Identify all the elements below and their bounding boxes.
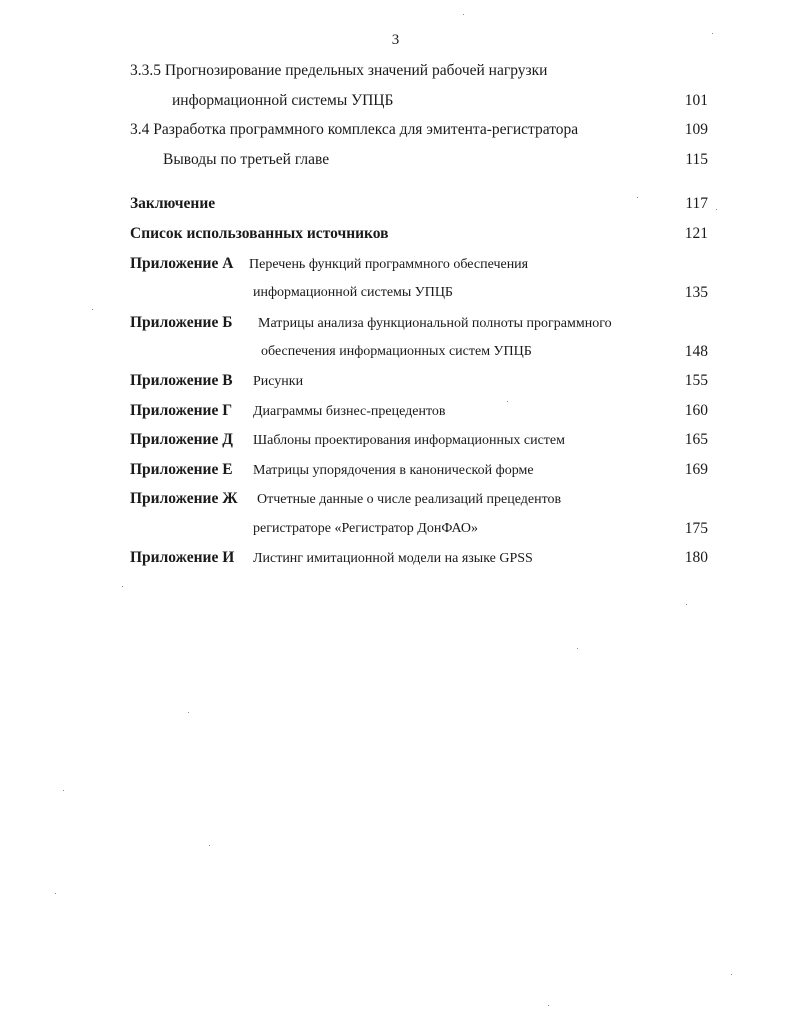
scan-speck — [122, 586, 123, 587]
toc-entry-references: Список использованных источников — [130, 225, 389, 242]
toc-label-appendix-i: Приложение И — [130, 549, 235, 566]
toc-label-appendix-g: Приложение Г — [130, 402, 233, 419]
toc-page-references: 121 — [684, 225, 708, 242]
scan-speck — [209, 845, 210, 846]
toc-page-conclusions-ch3: 115 — [685, 151, 708, 168]
toc-entry-appendix-i: Листинг имитационной модели на языке GPSS — [253, 551, 533, 566]
scan-speck — [188, 712, 189, 713]
toc-page-3-3-5: 101 — [684, 92, 708, 109]
toc-page-appendix-a: 135 — [684, 284, 708, 301]
toc-entry-appendix-zh: Отчетные данные о числе реализаций прецедентов — [257, 492, 562, 507]
page-number: 3 — [391, 32, 400, 48]
toc-label-appendix-e: Приложение Е — [130, 461, 233, 478]
scan-speck — [507, 401, 508, 402]
scan-speck — [637, 197, 638, 198]
toc-entry-appendix-b-continuation: обеспечения информационных систем УПЦБ — [261, 344, 532, 359]
scan-speck — [55, 893, 56, 894]
toc-entry-appendix-v: Рисунки — [253, 374, 304, 389]
toc-label-appendix-a: Приложение А — [130, 255, 234, 272]
toc-page-appendix-i: 180 — [684, 549, 708, 566]
scan-speck — [712, 33, 713, 34]
toc-label-appendix-d: Приложение Д — [130, 431, 233, 448]
toc-entry-appendix-zh-continuation: регистраторе «Регистратор ДонФАО» — [253, 521, 479, 536]
scan-speck — [731, 974, 732, 975]
toc-entry-3-4: 3.4 Разработка программного комплекса для эмитента-регистратора — [130, 121, 579, 138]
toc-entry-appendix-e: Матрицы упорядочения в канонической форме — [253, 463, 534, 478]
scan-speck — [548, 1005, 549, 1006]
toc-page-appendix-v: 155 — [684, 372, 708, 389]
toc-label-appendix-b: Приложение Б — [130, 314, 233, 331]
toc-page-appendix-e: 169 — [684, 461, 708, 478]
scan-speck — [686, 604, 687, 605]
scan-speck — [63, 790, 64, 791]
toc-page-appendix-g: 160 — [684, 402, 708, 419]
toc-page-appendix-b: 148 — [684, 343, 708, 360]
toc-page-3-4: 109 — [684, 121, 708, 138]
toc-entry-appendix-a: Перечень функций программного обеспечения — [249, 257, 529, 272]
toc-entry-appendix-a-continuation: информационной системы УПЦБ — [253, 285, 453, 300]
toc-entry-conclusions-ch3: Выводы по третьей главе — [163, 151, 330, 168]
toc-entry-appendix-b: Матрицы анализа функциональной полноты программного — [258, 316, 612, 331]
scan-speck — [716, 209, 717, 210]
scan-speck — [577, 648, 578, 649]
scan-speck — [463, 14, 464, 15]
toc-entry-3-3-5-continuation: информационной системы УПЦБ — [172, 92, 394, 109]
toc-page-conclusion: 117 — [685, 195, 708, 212]
toc-page-appendix-d: 165 — [684, 431, 708, 448]
toc-entry-appendix-d: Шаблоны проектирования информационных систем — [253, 433, 565, 448]
scan-speck — [92, 309, 93, 310]
toc-entry-conclusion: Заключение — [130, 195, 216, 212]
toc-entry-appendix-g: Диаграммы бизнес-прецедентов — [253, 404, 446, 419]
toc-label-appendix-zh: Приложение Ж — [130, 490, 238, 507]
toc-page-appendix-zh: 175 — [684, 520, 708, 537]
toc-label-appendix-v: Приложение В — [130, 372, 233, 389]
toc-entry-3-3-5: 3.3.5 Прогнозирование предельных значений рабочей нагрузки — [130, 62, 548, 79]
